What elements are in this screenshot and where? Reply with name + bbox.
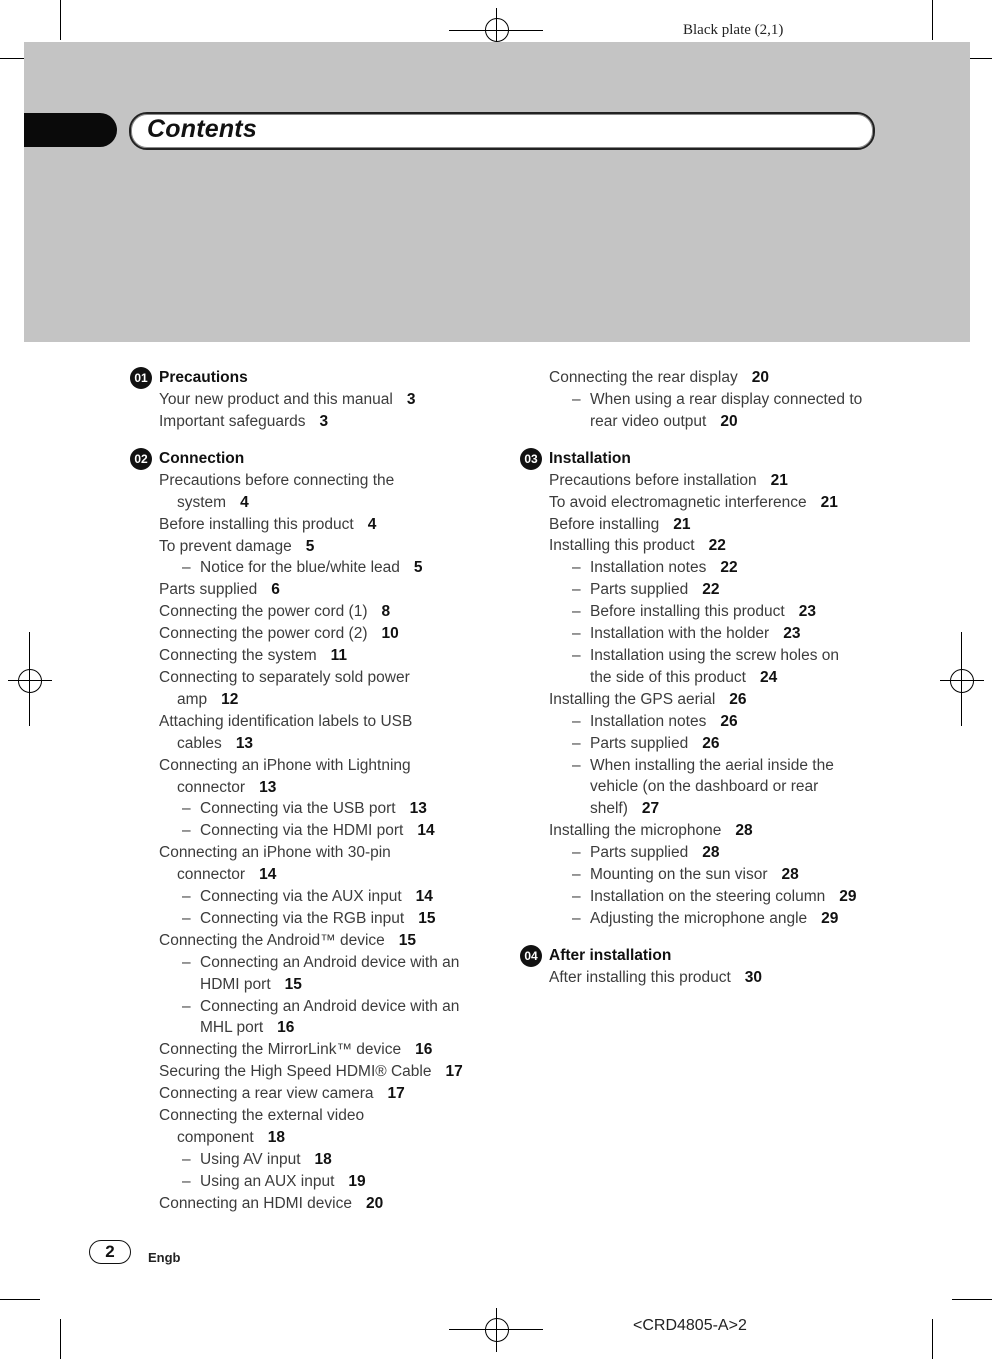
- toc-entry[interactable]: [130, 1193, 480, 1215]
- dash-marker: –: [572, 559, 581, 577]
- entry-text: Notice for the blue/white lead 5: [200, 559, 423, 577]
- entry-text: the side of this product 24: [590, 668, 778, 686]
- dash-marker: –: [182, 822, 191, 840]
- toc-subentry[interactable]: [520, 711, 880, 733]
- toc-section: [520, 448, 880, 930]
- page-ref[interactable]: 26: [702, 734, 720, 752]
- entry-text: vehicle (on the dashboard or rear: [590, 778, 819, 796]
- crop-mark: [60, 1319, 61, 1359]
- toc-entry[interactable]: [520, 967, 880, 989]
- toc-entry[interactable]: [130, 601, 480, 623]
- page-ref[interactable]: 29: [839, 887, 857, 905]
- entry-text: Before installing this product 23: [590, 603, 816, 621]
- entry-text: Connecting via the RGB input 15: [200, 909, 436, 927]
- dash-marker: –: [572, 581, 581, 599]
- entry-text: To prevent damage 5: [159, 537, 315, 555]
- page-ref[interactable]: 12: [221, 690, 239, 708]
- entry-text: Connecting an iPhone with 30-pin: [159, 844, 391, 862]
- toc-subentry[interactable]: [130, 798, 480, 820]
- toc-entry[interactable]: [130, 1039, 480, 1061]
- section-heading: [130, 367, 480, 389]
- page-ref[interactable]: 11: [330, 647, 348, 665]
- toc-entry[interactable]: [130, 667, 480, 711]
- dash-marker: –: [572, 712, 581, 730]
- plate-label: Black plate (2,1): [683, 22, 784, 38]
- toc-section: [130, 367, 480, 433]
- entry-text: Mounting on the sun visor 28: [590, 866, 799, 884]
- entry-text: Connecting the system 11: [159, 647, 348, 665]
- page-ref[interactable]: 15: [398, 931, 417, 949]
- toc-right-column: [520, 367, 880, 1004]
- toc-entry[interactable]: [130, 579, 480, 601]
- crop-mark: [932, 0, 933, 40]
- entry-text: Installation using the screw holes on: [590, 646, 840, 664]
- dash-marker: –: [182, 1150, 191, 1168]
- dash-marker: –: [182, 800, 191, 818]
- toc-left-column: [130, 367, 480, 1230]
- entry-text: rear video output 20: [590, 412, 738, 430]
- entry-text: Your new product and this manual 3: [159, 391, 416, 408]
- toc-entry[interactable]: [130, 711, 480, 755]
- page-ref[interactable]: 6: [271, 581, 280, 599]
- toc-subentry[interactable]: [130, 1149, 480, 1171]
- dash-marker: –: [572, 625, 581, 643]
- page-ref[interactable]: 16: [277, 1019, 295, 1037]
- page-ref[interactable]: 27: [641, 800, 660, 818]
- page-ref[interactable]: 13: [409, 800, 427, 818]
- toc-entry[interactable]: [130, 930, 480, 952]
- page-ref[interactable]: 5: [305, 537, 315, 555]
- page-ref[interactable]: 22: [702, 581, 720, 599]
- page-ref[interactable]: 5: [413, 559, 423, 577]
- entry-text: Important safeguards 3: [159, 412, 329, 430]
- page-ref[interactable]: 21: [820, 493, 838, 511]
- page-ref[interactable]: 3: [406, 391, 416, 408]
- entry-text: Connecting the rear display 20: [549, 369, 769, 386]
- entry-text: To avoid electromagnetic interference 21: [549, 493, 838, 511]
- toc-subentry[interactable]: [520, 864, 880, 886]
- page-ref[interactable]: 14: [417, 822, 435, 840]
- entry-text: Connecting an Android device with an: [200, 997, 460, 1015]
- page-title: Contents: [147, 115, 257, 143]
- entry-text: amp 12: [177, 690, 239, 708]
- dash-marker: –: [182, 953, 191, 971]
- page-ref[interactable]: 8: [381, 603, 391, 621]
- toc-entry[interactable]: [520, 492, 880, 514]
- page-ref[interactable]: 17: [445, 1063, 463, 1081]
- registration-mark: [29, 632, 30, 726]
- section-title: After installation: [549, 946, 672, 964]
- toc-entry[interactable]: [520, 535, 880, 557]
- page-ref[interactable]: 17: [387, 1085, 405, 1103]
- page-ref[interactable]: 24: [759, 668, 778, 686]
- entry-text: system 4: [177, 493, 249, 511]
- page-ref[interactable]: 30: [744, 968, 763, 986]
- section-number-badge: 04: [520, 945, 542, 967]
- toc-entry[interactable]: [130, 514, 480, 536]
- page-ref[interactable]: 13: [259, 778, 277, 796]
- toc-subentry[interactable]: [130, 996, 480, 1040]
- entry-text: Connecting via the USB port 13: [200, 800, 427, 818]
- page-ref[interactable]: 20: [751, 369, 769, 386]
- page-ref[interactable]: 13: [235, 734, 254, 752]
- entry-text: Precautions before installation 21: [549, 471, 788, 489]
- toc-subentry[interactable]: [520, 389, 880, 433]
- dash-marker: –: [572, 390, 581, 408]
- section-title: Connection: [159, 449, 245, 467]
- document-code: <CRD4805-A>2: [633, 1317, 747, 1334]
- dash-marker: –: [182, 1172, 191, 1190]
- registration-mark: [496, 1308, 497, 1352]
- dash-marker: –: [182, 888, 191, 906]
- page-ref[interactable]: 15: [418, 909, 436, 927]
- section-number-badge: 01: [130, 367, 152, 389]
- registration-mark: [940, 680, 984, 681]
- section-title: Precautions: [159, 369, 248, 387]
- entry-text: Precautions before connecting the: [159, 471, 395, 489]
- entry-text: connector 13: [177, 778, 277, 796]
- page-number-badge: [89, 1240, 131, 1264]
- entry-text: Adjusting the microphone angle 29: [590, 909, 839, 927]
- entry-text: Installing the GPS aerial 26: [549, 690, 747, 708]
- entry-text: Connecting the Android™ device 15: [159, 931, 417, 949]
- entry-text: Attaching identification labels to USB: [159, 712, 413, 730]
- section-number-badge: 03: [520, 448, 542, 470]
- toc-entry[interactable]: [130, 1105, 480, 1149]
- section-number-badge: 02: [130, 448, 152, 470]
- dash-marker: –: [572, 909, 581, 927]
- header-band: [24, 42, 970, 342]
- registration-mark: [8, 680, 52, 681]
- page-ref[interactable]: 18: [314, 1150, 332, 1168]
- dash-marker: –: [572, 844, 581, 862]
- toc-entry[interactable]: [130, 842, 480, 886]
- entry-text: Using AV input 18: [200, 1150, 332, 1168]
- entry-text: Connecting a rear view camera 17: [159, 1085, 405, 1103]
- page-ref[interactable]: 20: [720, 412, 738, 430]
- registration-mark: [485, 1318, 509, 1342]
- section-heading: [130, 448, 480, 470]
- page-ref[interactable]: 20: [366, 1194, 384, 1212]
- page-ref[interactable]: 14: [415, 888, 433, 906]
- entry-text: Connecting via the AUX input 14: [200, 888, 433, 906]
- entry-text: Installation notes 22: [590, 559, 738, 577]
- entry-text: Parts supplied 22: [590, 581, 720, 599]
- page-ref[interactable]: 29: [821, 909, 839, 927]
- chapter-tab: [24, 113, 117, 147]
- entry-text: Parts supplied 26: [590, 734, 720, 752]
- toc-entry[interactable]: [130, 645, 480, 667]
- dash-marker: –: [182, 997, 191, 1015]
- dash-marker: –: [572, 756, 581, 774]
- registration-mark: [496, 8, 497, 44]
- page-ref[interactable]: 28: [702, 844, 720, 862]
- page-ref[interactable]: 28: [735, 822, 753, 840]
- toc-subentry[interactable]: [130, 820, 480, 842]
- page-ref[interactable]: 4: [367, 515, 377, 533]
- title-box: [129, 112, 875, 150]
- entry-text: Connecting the power cord (2) 10: [159, 625, 399, 643]
- entry-text: After installing this product 30: [549, 968, 763, 986]
- entry-text: Parts supplied 6: [159, 581, 280, 599]
- toc-subentry[interactable]: [520, 842, 880, 864]
- page-ref[interactable]: 23: [783, 625, 801, 643]
- entry-text: Installation on the steering column 29: [590, 887, 857, 905]
- toc-entry[interactable]: [130, 536, 480, 558]
- toc-section: [520, 367, 880, 433]
- entry-text: When installing the aerial inside the: [590, 756, 834, 774]
- entry-text: component 18: [177, 1129, 285, 1146]
- page-ref[interactable]: 10: [381, 625, 399, 643]
- toc-entry[interactable]: [520, 820, 880, 842]
- section-title: Installation: [549, 449, 631, 467]
- page-ref[interactable]: 16: [415, 1041, 433, 1059]
- dash-marker: –: [572, 734, 581, 752]
- page-ref[interactable]: 26: [729, 690, 747, 708]
- language-code: Engb: [148, 1250, 181, 1265]
- toc-subentry[interactable]: [130, 1171, 480, 1193]
- page-number: 2: [105, 1242, 115, 1261]
- dash-marker: –: [572, 866, 581, 884]
- entry-text: Securing the High Speed HDMI® Cable 17: [159, 1063, 463, 1081]
- entry-text: cables 13: [177, 734, 254, 752]
- entry-text: Before installing this product 4: [159, 515, 377, 533]
- toc-entry[interactable]: [130, 1083, 480, 1105]
- entry-text: Connecting to separately sold power: [159, 668, 410, 686]
- toc-subentry[interactable]: [520, 623, 880, 645]
- page-ref[interactable]: 28: [781, 866, 799, 884]
- page-ref[interactable]: 3: [319, 412, 329, 430]
- toc-subentry[interactable]: [130, 557, 480, 579]
- dash-marker: –: [182, 559, 191, 577]
- entry-text: Parts supplied 28: [590, 844, 720, 862]
- page-ref[interactable]: 22: [720, 559, 738, 577]
- page-ref[interactable]: 26: [720, 712, 738, 730]
- toc-entry[interactable]: [520, 470, 880, 492]
- toc-subentry[interactable]: [130, 886, 480, 908]
- toc-subentry[interactable]: [520, 755, 880, 821]
- toc-subentry[interactable]: [520, 601, 880, 623]
- registration-mark: [950, 669, 974, 693]
- registration-mark: [18, 669, 42, 693]
- toc-subentry[interactable]: [520, 557, 880, 579]
- toc-section: [130, 448, 480, 1215]
- toc-subentry[interactable]: [520, 908, 880, 930]
- entry-text: Connecting the external video: [159, 1107, 365, 1125]
- toc-entry[interactable]: [520, 689, 880, 711]
- entry-text: Connecting an HDMI device 20: [159, 1194, 384, 1212]
- toc-subentry[interactable]: [520, 733, 880, 755]
- crop-mark: [60, 0, 61, 40]
- page-ref[interactable]: 19: [348, 1172, 366, 1190]
- toc-entry[interactable]: [130, 1061, 480, 1083]
- toc-subentry[interactable]: [130, 952, 480, 996]
- entry-text: Installation with the holder 23: [590, 625, 801, 643]
- entry-text: shelf) 27: [590, 800, 660, 818]
- toc-entry[interactable]: [520, 514, 880, 536]
- toc-entry[interactable]: [520, 367, 880, 389]
- entry-text: HDMI port 15: [200, 975, 302, 993]
- page-ref[interactable]: 21: [770, 471, 788, 489]
- dash-marker: –: [572, 887, 581, 905]
- toc-subentry[interactable]: [520, 886, 880, 908]
- crop-mark: [952, 1299, 992, 1300]
- entry-text: When using a rear display connected to: [590, 390, 863, 408]
- crop-mark: [932, 1319, 933, 1359]
- entry-text: Connecting an iPhone with Lightning: [159, 756, 411, 774]
- entry-text: Connecting via the HDMI port 14: [200, 822, 435, 840]
- toc-entry[interactable]: [130, 470, 480, 514]
- entry-text: Installation notes 26: [590, 712, 738, 730]
- registration-mark: [961, 632, 962, 726]
- page-ref[interactable]: 4: [240, 493, 249, 511]
- page-ref[interactable]: 23: [798, 603, 816, 621]
- toc-entry[interactable]: [130, 411, 480, 433]
- entry-text: Connecting an Android device with an: [200, 953, 460, 971]
- entry-text: MHL port 16: [200, 1019, 295, 1037]
- entry-text: Installing the microphone 28: [549, 822, 753, 840]
- entry-text: Before installing 21: [549, 515, 691, 533]
- toc-entry[interactable]: [130, 389, 480, 411]
- crop-mark: [0, 1299, 40, 1300]
- page-ref[interactable]: 15: [284, 975, 302, 993]
- toc-entry[interactable]: [130, 755, 480, 799]
- page-ref[interactable]: 22: [708, 537, 726, 555]
- entry-text: Installing this product 22: [549, 537, 726, 555]
- page-ref[interactable]: 21: [673, 515, 691, 533]
- toc-subentry[interactable]: [130, 908, 480, 930]
- page-ref[interactable]: 14: [259, 866, 277, 884]
- entry-text: connector 14: [177, 866, 277, 884]
- dash-marker: –: [572, 603, 581, 621]
- toc-section: [520, 945, 880, 989]
- section-heading: [520, 448, 880, 470]
- entry-text: Connecting the MirrorLink™ device 16: [159, 1041, 433, 1059]
- dash-marker: –: [572, 646, 581, 664]
- page-ref[interactable]: 18: [267, 1129, 285, 1146]
- dash-marker: –: [182, 909, 191, 927]
- entry-text: Connecting the power cord (1) 8: [159, 603, 391, 621]
- toc-subentry[interactable]: [520, 645, 880, 689]
- section-heading: [520, 945, 880, 967]
- toc-entry[interactable]: [130, 623, 480, 645]
- entry-text: Using an AUX input 19: [200, 1172, 366, 1190]
- toc-subentry[interactable]: [520, 579, 880, 601]
